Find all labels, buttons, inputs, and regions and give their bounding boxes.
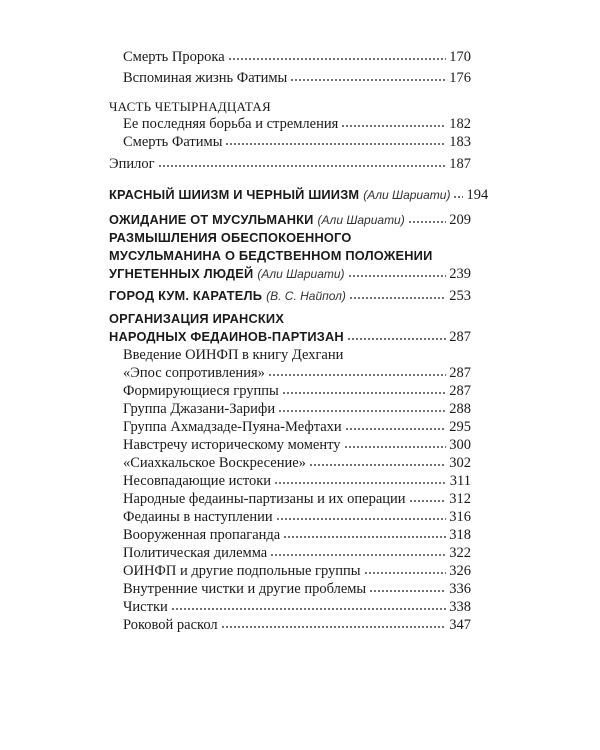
- dot-leader: [347, 338, 446, 340]
- toc-entry-title: Группа Джазани-Зарифи: [123, 401, 276, 417]
- dot-leader: [453, 196, 463, 198]
- toc-entry: [123, 580, 471, 598]
- toc-entry: [123, 133, 471, 151]
- dot-leader: [225, 143, 446, 145]
- toc-entry: [123, 436, 471, 454]
- toc-entry-title: Народные федаины-партизаны и их операции: [123, 491, 406, 507]
- toc-entry-page: 288: [449, 401, 471, 417]
- dot-leader: [344, 446, 447, 448]
- dot-leader: [309, 464, 446, 466]
- toc-entry-title: Чистки: [123, 599, 168, 615]
- toc-entry: [123, 364, 471, 382]
- dot-leader: [408, 221, 447, 223]
- toc-entry: [123, 616, 471, 634]
- toc-section-page: 194: [466, 187, 489, 203]
- toc-entry-page: 287: [449, 383, 471, 399]
- toc-entry: [123, 69, 471, 87]
- dot-leader: [268, 374, 446, 376]
- toc-entry: [123, 400, 471, 418]
- toc-entry: [123, 382, 471, 400]
- toc-entry: [123, 454, 471, 472]
- dot-leader: [409, 500, 447, 502]
- toc-section: [109, 211, 471, 229]
- toc-entry-title: Внутренние чистки и другие проблемы: [123, 581, 367, 597]
- dot-leader: [349, 297, 446, 299]
- dot-leader: [348, 275, 447, 277]
- toc-entry-title: Федаины в наступлении: [123, 509, 273, 525]
- dot-leader: [283, 536, 446, 538]
- toc-entry-page: 311: [449, 473, 471, 489]
- toc-section-title-line: РАЗМЫШЛЕНИЯ ОБЕСПОКОЕННОГО: [109, 230, 352, 245]
- toc-entry-page: 316: [449, 509, 471, 525]
- dot-leader: [171, 608, 446, 610]
- toc-entry: [123, 598, 471, 616]
- toc-entry-title: Смерть Пророка: [123, 49, 225, 65]
- toc-entry-title: Несовпадающие истоки: [123, 473, 272, 489]
- toc-entry-title: ОИНФП и другие подпольные группы: [123, 563, 361, 579]
- toc-section: [109, 265, 471, 283]
- dot-leader: [341, 125, 446, 127]
- toc-entry-page: 183: [449, 134, 471, 150]
- toc-entry: [123, 490, 471, 508]
- toc-entry-title: «Сиахкальское Воскресение»: [123, 455, 306, 471]
- toc-entry: [123, 472, 471, 490]
- toc-entry-page: 302: [449, 455, 471, 471]
- toc-entry-page: 287: [449, 365, 471, 381]
- dot-leader: [290, 79, 446, 81]
- dot-leader: [369, 590, 446, 592]
- toc-section-author: (Али Шариати): [317, 213, 405, 227]
- toc-entry-page: 170: [449, 49, 471, 65]
- toc-entry: [123, 562, 471, 580]
- toc-entry-title: Эпилог: [109, 156, 155, 172]
- toc-section-title-line: ОРГАНИЗАЦИЯ ИРАНСКИХ: [109, 311, 285, 326]
- toc-entry-page: 187: [449, 156, 471, 172]
- toc-section-author: (Али Шариати): [257, 267, 345, 281]
- dot-leader: [276, 518, 447, 520]
- toc-section: [109, 287, 471, 305]
- toc-entry: [123, 508, 471, 526]
- toc-section-title-line: МУСУЛЬМАНИНА О БЕДСТВЕННОМ ПОЛОЖЕНИИ: [109, 248, 433, 263]
- toc-section-title-line: НАРОДНЫХ ФЕДАИНОВ-ПАРТИЗАН: [109, 329, 344, 344]
- dot-leader: [278, 410, 446, 412]
- toc-section-title: ОЖИДАНИЕ ОТ МУСУЛЬМАНКИ: [109, 212, 314, 227]
- toc-entry-title-line: Введение ОИНФП в книгу Дехгани: [123, 347, 344, 363]
- toc-entry-page: 338: [449, 599, 471, 615]
- toc-section-author: (В. С. Найпол): [266, 289, 346, 303]
- toc-section-page: 253: [449, 288, 471, 304]
- dot-leader: [282, 392, 446, 394]
- toc-entry-title-line: «Эпос сопротивления»: [123, 365, 265, 381]
- toc-entry-title: Навстречу историческому моменту: [123, 437, 341, 453]
- dot-leader: [345, 428, 447, 430]
- dot-leader: [221, 626, 447, 628]
- toc-section: [109, 328, 471, 346]
- toc-entry-page: 318: [449, 527, 471, 543]
- toc-entry-page: 336: [449, 581, 471, 597]
- toc-entry-title: Группа Ахмадзаде-Пуяна-Мефтахи: [123, 419, 342, 435]
- toc-entry-page: 347: [449, 617, 471, 633]
- toc-entry-title: Политическая дилемма: [123, 545, 268, 561]
- toc-entry: [123, 526, 471, 544]
- dot-leader: [274, 482, 447, 484]
- toc-entry-page: 176: [449, 70, 471, 86]
- toc-section-title-line: УГНЕТЕННЫХ ЛЮДЕЙ: [109, 266, 254, 281]
- dot-leader: [364, 572, 447, 574]
- toc-section-author: (Али Шариати): [363, 188, 451, 202]
- dot-leader: [270, 554, 446, 556]
- toc-section: [109, 186, 489, 204]
- toc-entry-title: Ее последняя борьба и стремления: [123, 116, 339, 132]
- toc-entry-title: Смерть Фатимы: [123, 134, 223, 150]
- toc-entry-page: 322: [449, 545, 471, 561]
- toc-section-page: 239: [449, 266, 471, 282]
- toc-entry-page: 295: [449, 419, 471, 435]
- toc-entry: [123, 115, 471, 133]
- toc-entry: [123, 544, 471, 562]
- toc-entry: [123, 48, 471, 66]
- toc-entry-page: 326: [449, 563, 471, 579]
- toc-section-title: ГОРОД КУМ. КАРАТЕЛЬ: [109, 288, 263, 303]
- toc-entry: [109, 155, 471, 173]
- dot-leader: [228, 58, 447, 60]
- part-heading: ЧАСТЬ ЧЕТЫРНАДЦАТАЯ: [109, 99, 271, 114]
- toc-entry-title: Формирующиеся группы: [123, 383, 279, 399]
- toc-entry-title: Вспоминая жизнь Фатимы: [123, 70, 288, 86]
- toc-section-page: 287: [449, 329, 471, 345]
- toc-entry-page: 182: [449, 116, 471, 132]
- toc-entry: [123, 418, 471, 436]
- toc-section-page: 209: [449, 212, 471, 228]
- dot-leader: [158, 165, 447, 167]
- toc-entry-page: 300: [449, 437, 471, 453]
- toc-entry-title: Вооруженная пропаганда: [123, 527, 281, 543]
- toc-entry-title: Роковой раскол: [123, 617, 218, 633]
- toc-entry-page: 312: [449, 491, 471, 507]
- toc-section-title: КРАСНЫЙ ШИИЗМ И ЧЕРНЫЙ ШИИЗМ: [109, 187, 360, 202]
